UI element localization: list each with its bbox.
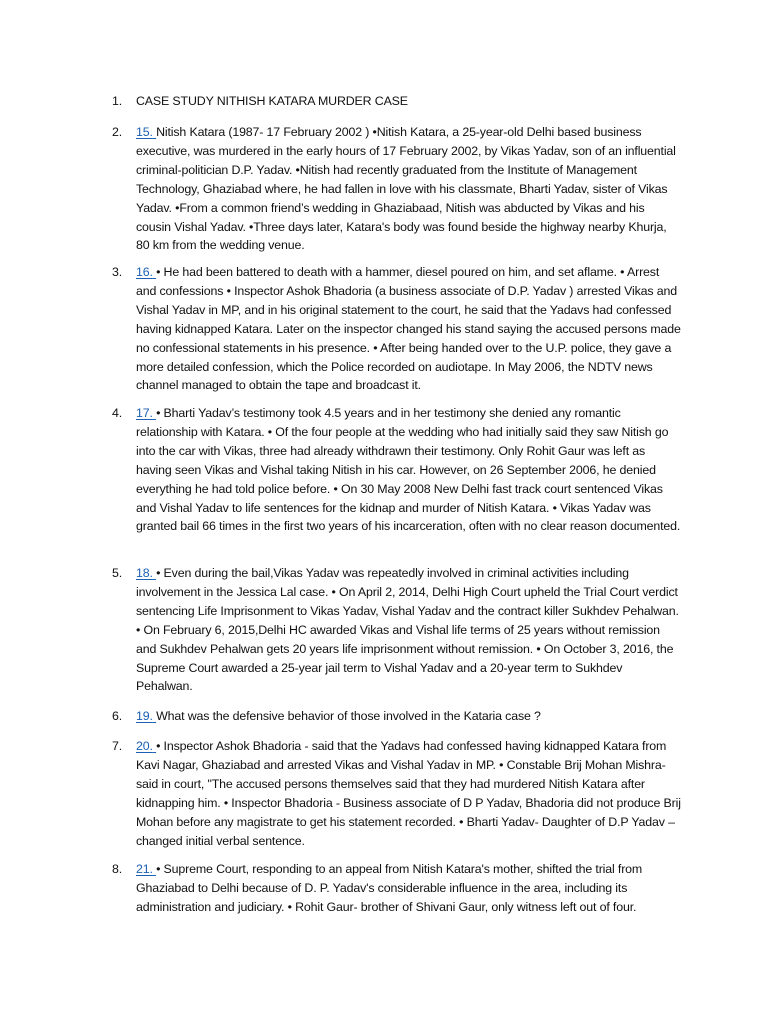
item-number: 3. (112, 265, 123, 279)
list-item-7 (112, 737, 682, 850)
list-item-4 (112, 404, 682, 536)
item-number: 1. (112, 94, 123, 108)
item-number: 4. (112, 406, 123, 420)
item-body (136, 123, 682, 255)
item-text: • Supreme Court, responding to an appeal from Nitish Katara's mother, shifted the trial from Ghaziabad to Delhi because of D. P. Yadav's considerable influence in the area, including its administration and judiciary. • Rohit Gaur- brother of Shivani Gaur, only witness left out of four. (136, 862, 643, 914)
list-item-1 (112, 92, 408, 111)
slide-link-21[interactable]: 21. (136, 862, 153, 876)
item-text: Nitish Katara (1987- 17 February 2002 ) •Nitish Katara, a 25-year-old Delhi based business executive, was murdered in the early hours of 17 February 2002, by Vikas Yadav, son of an influential criminal-politician D.P. Yadav. •Nitish had recently graduated from the Institute of Management Technology, Ghaziabad where, he had fallen in love with his classmate, Bharti Yadav, sister of Vikas Yadav. •From a common friend’s wedding in Ghaziabaad, Nitish was abducted by Vikas and his cousin Vishal Yadav. •Three days later, Katara's body was found beside the highway nearby Khurja, 80 km from the wedding venue. (136, 125, 676, 253)
item-number: 2. (112, 125, 123, 139)
slide-link-20[interactable]: 20. (136, 739, 153, 753)
slide-link-16[interactable]: 16. (136, 265, 153, 279)
slide-link-17[interactable]: 17. (136, 406, 153, 420)
item-text: • He had been battered to death with a hammer, diesel poured on him, and set aflame. • Arrest and confessions • Inspector Ashok Bhadoria (a business associate of D.P. Yadav ) arrested Vikas and Vishal Yadav in MP, and in his original statement to the court, he said that the Yadavs had confessed having kidnapped Katara. Later on the inspector changed his stand saying the accused persons made no confessional statements in his presence. • After being handed over to the U.P. police, they gave a more detailed confession, which the Police recorded on audiotape. In May 2006, the NDTV news channel managed to obtain the tape and broadcast it. (136, 265, 681, 393)
list-item-5 (112, 564, 682, 696)
item-body (136, 92, 408, 111)
item-number: 6. (112, 709, 123, 723)
item-body (136, 263, 682, 395)
slide-link-18[interactable]: 18. (136, 566, 153, 580)
item-text: • Inspector Ashok Bhadoria - said that the Yadavs had confessed having kidnapped Katara from Kavi Nagar, Ghaziabad and arrested Vikas and Vishal Yadav in MP. • Constable Brij Mohan Mishra- said in court, "The accused persons themselves said that they had murdered Nitish Katara after kidnapping him. • Inspector Bhadoria - Business associate of D P Yadav, Bhadoria did not produce Brij Mohan before any magistrate to get his statement recorded. • Bharti Yadav- Daughter of D.P Yadav – changed initial verbal sentence. (136, 739, 681, 848)
slide-link-19[interactable]: 19. (136, 709, 153, 723)
item-body (136, 404, 682, 536)
item-number: 7. (112, 739, 123, 753)
item-body (136, 860, 682, 917)
slide-link-15[interactable]: 15. (136, 125, 153, 139)
document-title: CASE STUDY NITHISH KATARA MURDER CASE (136, 94, 408, 108)
item-body (136, 707, 541, 726)
item-text: What was the defensive behavior of those involved in the Kataria case ? (156, 709, 541, 723)
list-item-8 (112, 860, 682, 917)
item-text: • Even during the bail,Vikas Yadav was repeatedly involved in criminal activities including involvement in the Jessica Lal case. • On April 2, 2014, Delhi High Court upheld the Trial Court verdict sentencing Life Imprisonment to Vikas Yadav, Vishal Yadav and the contract killer Sukhdev Pehalwan. • On February 6, 2015,Delhi HC awarded Vikas and Vishal life terms of 25 years without remission and Sukhdev Pehalwan gets 20 years life imprisonment without remission. • On October 3, 2016, the Supreme Court awarded a 25-year jail term to Vishal Yadav and a 20-year term to Sukhdev Pehalwan. (136, 566, 679, 694)
list-item-2 (112, 123, 682, 255)
item-number: 8. (112, 862, 123, 876)
list-item-6 (112, 707, 541, 726)
item-number: 5. (112, 566, 123, 580)
list-item-3 (112, 263, 682, 395)
item-body (136, 737, 682, 850)
item-body (136, 564, 682, 696)
item-text: • Bharti Yadav’s testimony took 4.5 years and in her testimony she denied any romantic relationship with Katara. • Of the four people at the wedding who had initially said they saw Nitish go into the car with Vikas, three had already withdrawn their testimony. Only Rohit Gaur was left as having seen Vikas and Vishal taking Nitish in his car. However, on 26 September 2006, he denied everything he had told police before. • On 30 May 2008 New Delhi fast track court sentenced Vikas and Vishal Yadav to life sentences for the kidnap and murder of Nitish Katara. • Vikas Yadav was granted bail 66 times in the first two years of his incarceration, often with no clear reason documented. (136, 406, 681, 534)
